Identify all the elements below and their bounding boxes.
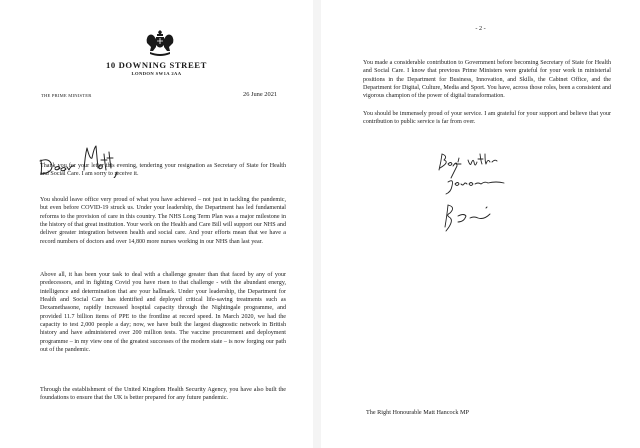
- handwritten-signoff: [428, 150, 548, 240]
- paragraph: Thank you for your letter this evening, tendering your resignation as Secretary of State for Health and Social Care. I am sorry to receive it.: [40, 163, 286, 178]
- paragraph: You made a considerable contribution to Government before becoming Secretary of State for Health and Social Care. I know that previous Prime Ministers were grateful for your work in ministerial positions in the Department for Business, Innovation, and Skills, the Cabinet Office, and the Department for Digital, Culture, Media and Sport. You have, across those roles, been a consistent and vigorous champion of the power of digital transformation.: [363, 60, 611, 100]
- royal-coat-of-arms-icon: [145, 30, 175, 58]
- address-title: 10 DOWNING STREET: [106, 60, 207, 70]
- paragraph: You should be immensely proud of your service. I am grateful for your support and believe that your contribution to public service is far from over.: [363, 111, 611, 126]
- paragraph: Above all, it has been your task to deal with a challenge greater than that faced by any of your predecessors, and in fighting Covid you have risen to that challenge - with the abundant energy, intelligence and determination that are your hallmark. Under your leadership, the Department for Health and Social Care has identified and deployed critical life-saving treatments such as Dexamethasone, rapidly increased hospital capacity through the Nightingale programme, and provided 11.7 billion items of PPE to the frontline at record speed. In March 2020, we had the capacity to test 2,000 people a day; now, we have built the largest diagnostic network in British history and have administered over 200 million tests. The vaccine procurement and deployment programme – in my view one of the greatest successes of the modern state – is now forging our path out of the pandemic.: [40, 272, 286, 354]
- paragraph: Through the establishment of the United Kingdom Health Security Agency, you have also built the foundations to ensure that the UK is better prepared for any future pandemic.: [40, 387, 286, 402]
- paragraph: You should leave office very proud of what you have achieved – not just in tackling the pandemic, but even before COVID-19 struck us. Under your leadership, the Department has led fundamental reforms to the provision of care in this country. The NHS Long Term Plan was a major milestone in the history of that great institution. Your work on the Health and Care Bill will support our NHS and deliver greater integration between health and social care. And your efforts mean that we have a record numbers of doctors and over 14,800 more nurses working in our NHS than last year.: [40, 197, 286, 245]
- page-number: - 2 -: [475, 25, 486, 32]
- sender-title: THE PRIME MINISTER: [41, 93, 92, 98]
- letter-date: 26 June 2021: [243, 91, 278, 98]
- addressee: The Right Honourable Matt Hancock MP: [366, 409, 469, 416]
- address-subtitle: LONDON SW1A 2AA: [131, 71, 182, 76]
